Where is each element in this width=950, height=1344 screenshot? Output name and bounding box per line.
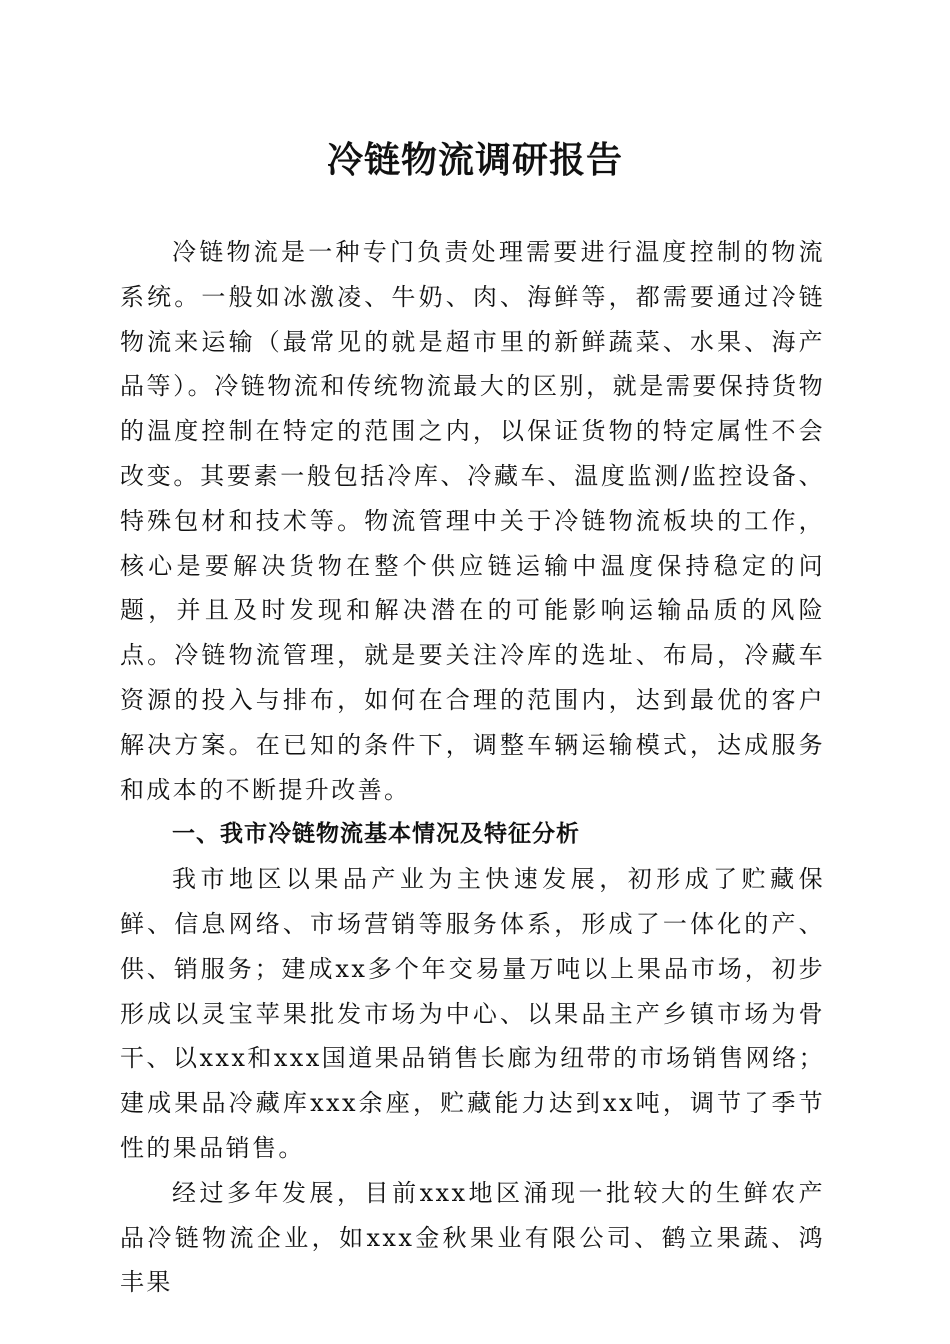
section-paragraph: 我市地区以果品产业为主快速发展，初形成了贮藏保鲜、信息网络、市场营销等服务体系，形成了一体化的产、供、销服务；建成xx多个年交易量万吨以上果品市场，初步形成以灵宝苹果批发市场为中心、以果品主产乡镇市场为骨干、以xxx和xxx国道果品销售长廊为纽带的市场销售网络；建成果品冷藏库xxx余座，贮藏能力达到xx吨，调节了季节性的果品销售。 — [120, 865, 825, 1162]
section-paragraph: 经过多年发展，目前xxx地区涌现一批较大的生鲜农产品冷链物流企业，如xxx金秋果业有限公司、鹤立果蔬、鸿丰果 — [120, 1178, 825, 1297]
document-title: 冷链物流调研报告 — [326, 139, 623, 181]
section-heading: 一、我市冷链物流基本情况及特征分析 — [172, 821, 580, 848]
intro-paragraph: 冷链物流是一种专门负责处理需要进行温度控制的物流系统。一般如冰激凌、牛奶、肉、海鲜等，都需要通过冷链物流来运输（最常见的就是超市里的新鲜蔬菜、水果、海产品等）。冷链物流和传统物流最大的区别，就是需要保持货物的温度控制在特定的范围之内，以保证货物的特定属性不会改变。其要素一般包括冷库、冷藏车、温度监测/监控设备、特殊包材和技术等。物流管理中关于冷链物流板块的工作，核心是要解决货物在整个供应链运输中温度保持稳定的问题，并且及时发现和解决潜在的可能影响运输品质的风险点。冷链物流管理，就是要关注冷库的选址、布局，冷藏车资源的投入与排布，如何在合理的范围内，达到最优的客户解决方案。在已知的条件下，调整车辆运输模式，达成服务和成本的不断提升改善。 — [120, 238, 825, 804]
document-body — [120, 230, 825, 1305]
